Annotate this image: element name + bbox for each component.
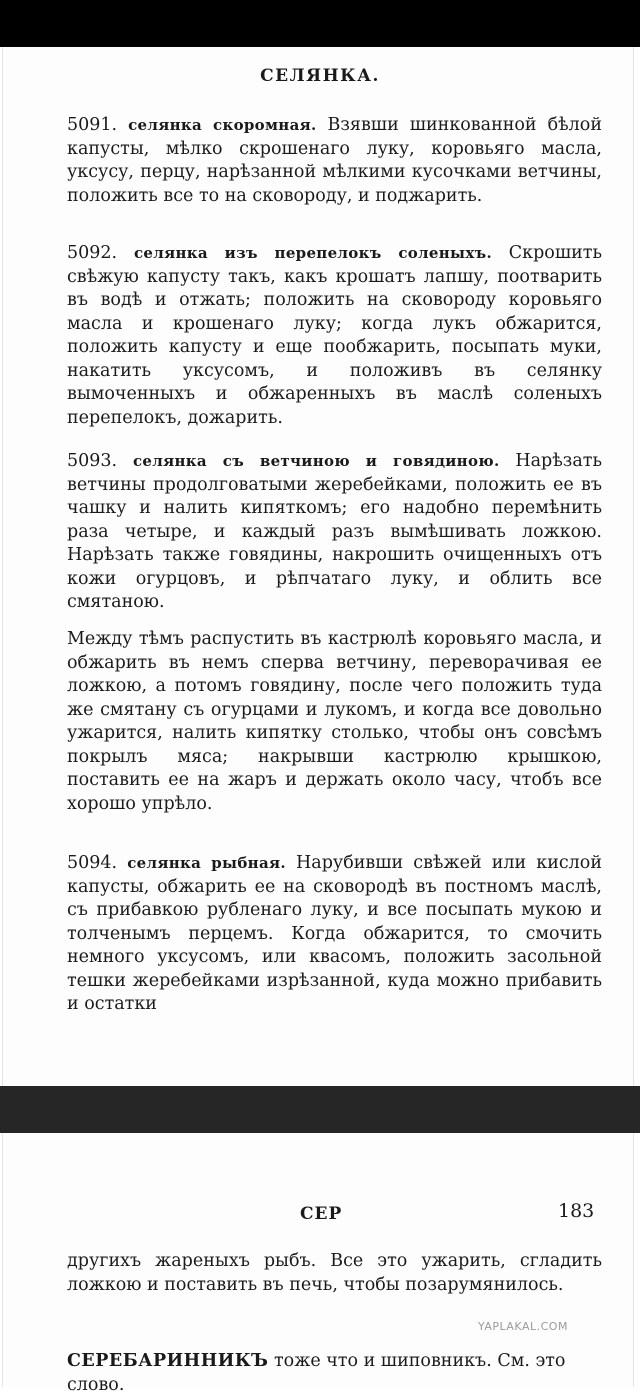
running-head: СЕР: [300, 1204, 343, 1224]
recipe-entry-5093: [67, 450, 602, 615]
entry-number: 5091.: [67, 115, 118, 135]
section-heading: СЕЛЯНКА.: [260, 66, 380, 86]
entry-number: 5093.: [67, 451, 118, 471]
entry-text: тоже что и шиповникъ. См. это слово.: [67, 1351, 566, 1395]
entry-text: Между тѣмъ распустить въ кастрюлѣ коровьяго масла, и обжарить въ немъ сперва ветчину, переворачивая ее ложкою, а потомъ говядину, после чего положить туда же смятану съ огурцами и лукомъ, и когда все довольно ужарится, налить кипятку столько, чтобы онъ совсѣмъ покрылъ мяса; накрывши кастрюлю крышкою, поставить ее на жаръ и держать около часу, чтобъ все хорошо упрѣло.: [67, 629, 602, 814]
page-number: 183: [558, 1200, 595, 1222]
entry-text: Скрошить свѣжую капусту такъ, какъ крошатъ лапшу, поотварить въ водѣ и отжать; положить на сковороду коровьяго масла и крошенаго луку; когда лукъ обжарится, положить капусту и еще пообжарить, посыпать муки, накатить уксусомъ, и положивъ въ селянку вымоченныхъ и обжаренныхъ въ маслѣ соленыхъ перепелокъ, дожарить.: [67, 243, 602, 428]
entry-title: селянка скоромная.: [128, 116, 317, 134]
entry-title: селянка рыбная.: [127, 854, 286, 872]
entry-text: Взявши шинкованной бѣлой капусты, мѣлко скрошенаго луку, коровьяго масла, уксусу, перцу, нарѣзанной мѣлкими кусочками ветчины, положить все то на сковороду, и поджарить.: [67, 115, 602, 206]
entry-title: селянка изъ перепелокъ соленыхъ.: [133, 244, 492, 262]
recipe-entry-5091: [67, 114, 602, 208]
entry-number: 5092.: [67, 243, 118, 263]
top-dark-band: [0, 0, 640, 47]
entry-title: селянка съ ветчиною и говядиною.: [132, 452, 500, 470]
continuation-paragraph: [67, 1250, 602, 1297]
entry-title: СЕРЕБАРИННИКЪ: [67, 1351, 269, 1371]
entry-number: 5094.: [67, 853, 118, 873]
recipe-entry-5093-continued: [67, 628, 602, 816]
recipe-entry-5094: [67, 852, 602, 1017]
next-entry: [67, 1350, 602, 1397]
entry-text: другихъ жареныхъ рыбъ. Все это ужарить, сгладить ложкою и поставить въ печь, чтобы позарумянилось.: [67, 1251, 602, 1295]
entry-text: Нарѣзать ветчины продолговатыми жеребейками, положить ее въ чашку и налить кипяткомъ; его надобно перемѣнить раза четыре, и каждый разъ вымѣшивать ложкою. Нарѣзать также говядины, накрошить очищенныхъ отъ кожи огурцовъ, и рѣпчатаго луку, и облить все смятаною.: [67, 451, 602, 612]
recipe-entry-5092: [67, 242, 602, 430]
watermark: YAPLAKAL.COM: [478, 1320, 568, 1333]
entry-text: Нарубивши свѣжей или кислой капусты, обжарить ее на сковородѣ въ постномъ маслѣ, съ прибавкою рубленаго луку, и все посыпать мукою и толченымъ перцемъ. Когда обжарится, то смочить немного уксусомъ, или квасомъ, положить засольной тешки жеребейками изрѣзанной, куда можно прибавить и остатки: [67, 853, 602, 1014]
middle-dark-band: [0, 1086, 640, 1133]
